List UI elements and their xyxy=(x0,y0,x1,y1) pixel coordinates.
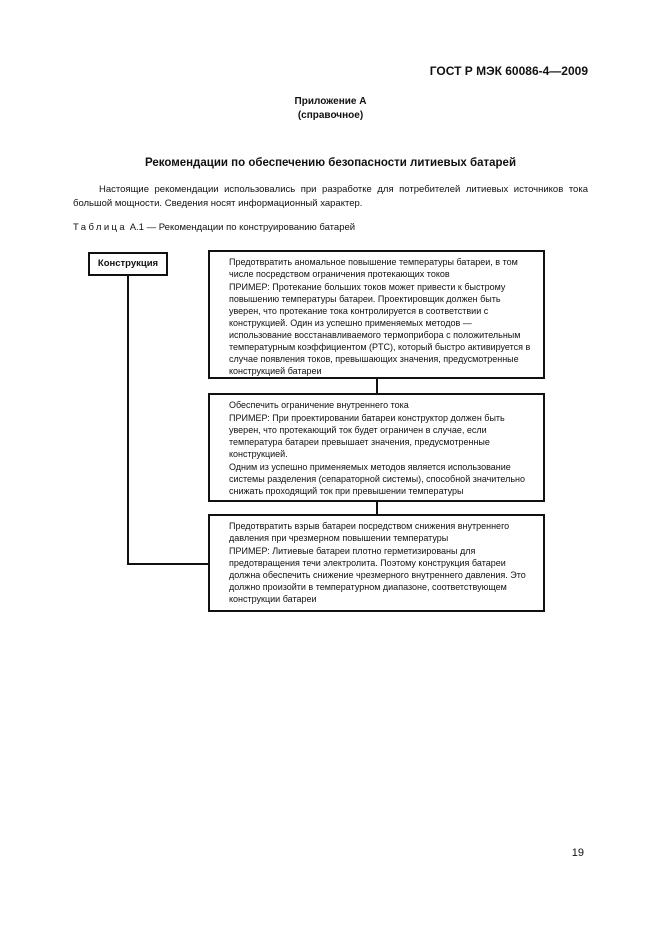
diagram-root-box: Конструкция xyxy=(88,252,168,276)
box-3-paragraph-1: Предотвратить взрыв батареи посредством снижения внутреннего давления при чрезмерном повышении температуры xyxy=(229,521,510,543)
connector-box2-box3 xyxy=(376,502,378,514)
recommendation-box-2 xyxy=(208,393,545,502)
box-2-paragraph-3: Одним из успешно применяемых методов является использование системы разделения (сепараторной системы), способной значительно снижать проходящий ток при превышении температуры xyxy=(229,462,525,496)
box-1-paragraph-2: ПРИМЕР: Протекание больших токов может привести к быстрому повышению температуры батареи. Проектировщик должен быть уверен, что протекание тока контролируется в соответствии с конструкцией. Один из успешно применяемых методов — использование восстанавливаемого термоприбора с положительным температурным коэффициентом (PTC), который быстро активируется в случае появления токов, превышающих значения, предусмотренные конструкцией батареи xyxy=(229,282,531,376)
recommendation-box-1 xyxy=(208,250,545,379)
table-caption-text: А.1 — Рекомендации по конструированию батарей xyxy=(127,222,356,233)
annex-title: Приложение А xyxy=(294,96,367,107)
intro-paragraph: Настоящие рекомендации использовались при разработке для потребителей литиевых источников тока большой мощности. Сведения носят информационный характер. xyxy=(73,184,588,209)
box-2-paragraph-1: Обеспечить ограничение внутреннего тока xyxy=(229,400,409,410)
box-3-paragraph-2: ПРИМЕР: Литиевые батареи плотно герметизированы для предотвращения течи электролита. Поэтому конструкция батареи должна обеспечить снижение чрезмерного внутреннего давления. Это должно произойти в температурном диапазоне, соответствующем конструкции батареи xyxy=(229,546,526,604)
box-1-paragraph-1: Предотвратить аномальное повышение температуры батареи, в том числе посредством ограничения протекающих токов xyxy=(229,257,518,279)
box-2-paragraph-2: ПРИМЕР: При проектировании батареи конструктор должен быть уверен, что протекающий ток будет ограничен в случае, если температура батареи превышает значения, предусмотренные конструкцией. xyxy=(229,413,505,459)
connector-vertical-left xyxy=(127,276,129,564)
table-caption-label: Таблица xyxy=(73,222,128,233)
page-number: 19 xyxy=(571,847,584,859)
table-caption xyxy=(73,222,355,233)
annex-type: (справочное) xyxy=(297,110,364,121)
recommendation-box-3 xyxy=(208,514,545,612)
standard-code: ГОСТ Р МЭК 60086-4—2009 xyxy=(429,64,588,78)
connector-horizontal-bottom xyxy=(127,563,208,565)
document-title: Рекомендации по обеспечению безопасности литиевых батарей xyxy=(144,157,517,169)
connector-box1-box2 xyxy=(376,379,378,393)
